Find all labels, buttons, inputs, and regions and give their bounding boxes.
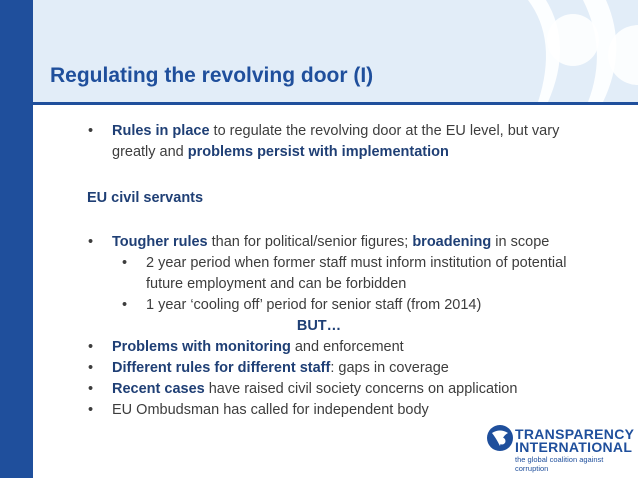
recent-cases-text: have raised civil society concerns on application bbox=[204, 381, 518, 397]
cooling-off-text: 1 year ‘cooling off’ period for senior staff (from 2014) bbox=[146, 297, 482, 313]
tougher-rules-bold: Tougher rules bbox=[112, 234, 208, 250]
slide-title: Regulating the revolving door (I) bbox=[50, 64, 374, 87]
different-rules-text: : gaps in coverage bbox=[330, 360, 449, 376]
decorative-globe-graphic bbox=[488, 0, 638, 102]
bullet-icon: • bbox=[122, 255, 128, 271]
ombudsman-text: EU Ombudsman has called for independent body bbox=[112, 402, 429, 418]
bullet-rules-in-place bbox=[88, 121, 582, 163]
bullet-tougher-rules bbox=[88, 232, 612, 253]
two-year-period-text: 2 year period when former staff must inform institution of potential future employment and can be forbidden bbox=[146, 255, 567, 292]
transparency-international-logo-icon bbox=[486, 424, 514, 452]
problems-persist-bold: problems persist with implementation bbox=[187, 144, 449, 160]
bullet-icon: • bbox=[88, 360, 94, 376]
bullet-icon: • bbox=[88, 339, 94, 355]
logo-line-international: INTERNATIONAL bbox=[515, 439, 633, 455]
sub-bullet-cooling-off bbox=[122, 295, 596, 316]
section-heading-eu-civil-servants: EU civil servants bbox=[87, 190, 204, 206]
monitoring-text: and enforcement bbox=[290, 339, 404, 355]
logo-line-transparency: TRANSPARENCY bbox=[515, 426, 635, 442]
title-divider bbox=[33, 102, 638, 105]
monitoring-bold: Problems with monitoring bbox=[112, 339, 291, 355]
rules-in-place-bold: Rules in place bbox=[112, 123, 210, 139]
bullet-icon: • bbox=[88, 402, 94, 418]
rules-in-place-text: to regulate the revolving door at the EU level, but vary greatly and bbox=[112, 123, 560, 160]
bullet-ombudsman bbox=[88, 400, 592, 421]
bullet-recent-cases bbox=[88, 379, 612, 400]
bullet-different-rules bbox=[88, 358, 592, 379]
but-label: BUT… bbox=[296, 318, 342, 334]
tougher-rules-text: than for political/senior figures; bbox=[207, 234, 413, 250]
left-accent-bar bbox=[0, 0, 33, 478]
bullet-icon: • bbox=[88, 381, 94, 397]
bullet-icon: • bbox=[88, 234, 94, 250]
bullet-monitoring bbox=[88, 337, 592, 358]
sub-bullet-two-year-period bbox=[122, 253, 576, 295]
recent-cases-bold: Recent cases bbox=[112, 381, 205, 397]
bullet-icon: • bbox=[88, 123, 94, 139]
different-rules-bold: Different rules for different staff bbox=[112, 360, 331, 376]
bullet-icon: • bbox=[122, 297, 128, 313]
broadening-text: in scope bbox=[491, 234, 550, 250]
logo-tagline: the global coalition against corruption bbox=[515, 455, 604, 473]
logo-wordmark bbox=[515, 428, 634, 454]
broadening-bold: broadening bbox=[412, 234, 492, 250]
